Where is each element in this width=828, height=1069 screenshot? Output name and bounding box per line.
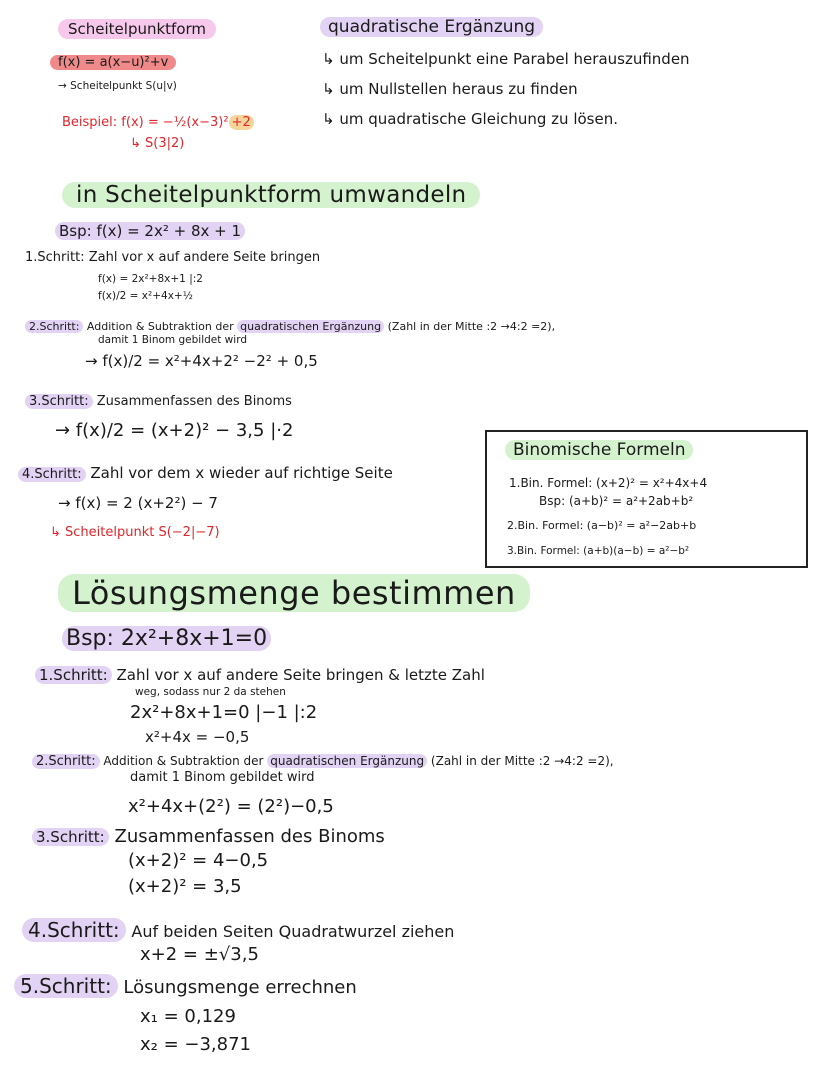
solve-step-4-text: Auf beiden Seiten Quadratwurzel ziehen <box>131 922 455 941</box>
solve-step-3-line-1: (x+2)² = 4−0,5 <box>128 850 269 871</box>
solve-x2: x₂ = −3,871 <box>140 1034 252 1055</box>
binomische-formeln-box <box>485 430 808 568</box>
solve-heading: Lösungsmenge bestimmen <box>58 574 530 612</box>
convert-step-1-line-2: f(x)/2 = x²+4x+½ <box>98 290 193 302</box>
binom-formula-1: 1.Bin. Formel: (x+2)² = x²+4x+4 <box>509 476 708 490</box>
solve-step-4-formula: x+2 = ±√3,5 <box>140 944 259 965</box>
solve-x1: x₁ = 0,129 <box>140 1006 236 1027</box>
solve-step-4 <box>22 918 454 942</box>
convert-step-3-label: 3.Schritt: <box>25 394 93 409</box>
solve-step-2-post: (Zahl in der Mitte :2 →4:2 =2), <box>430 754 614 768</box>
convert-step-4 <box>18 464 393 482</box>
solve-step-1-label: 1.Schritt: <box>35 666 112 684</box>
solve-step-1-text: Zahl vor x auf andere Seite bringen & letzte Zahl <box>116 666 485 684</box>
solve-step-5-text: Lösungsmenge errechnen <box>123 977 357 998</box>
binom-formula-2: 2.Bin. Formel: (a−b)² = a²−2ab+b <box>507 519 697 532</box>
scheitelpunktform-formula: f(x) = a(x−u)²+v <box>50 55 176 70</box>
scheitelpunktform-title: Scheitelpunktform <box>58 20 216 38</box>
convert-step-2-note: damit 1 Binom gebildet wird <box>98 334 247 346</box>
convert-step-2 <box>25 320 555 333</box>
solve-step-4-label: 4.Schritt: <box>22 918 126 942</box>
solve-example: Bsp: 2x²+8x+1=0 <box>62 626 271 651</box>
solve-step-2 <box>32 754 614 769</box>
convert-step-1: 1.Schritt: Zahl vor x auf andere Seite bringen <box>25 250 321 265</box>
convert-step-2-pre: Addition & Subtraktion der <box>86 320 234 333</box>
solve-step-2-pre: Addition & Subtraktion der <box>103 754 264 768</box>
convert-step-2-label: 2.Schritt: <box>25 320 83 333</box>
example-formula: f(x) = −½(x−3)² <box>121 115 229 130</box>
quadratische-ergaenzung-title: quadratische Ergänzung <box>320 17 543 37</box>
solve-step-1 <box>35 666 485 684</box>
convert-step-4-result: ↳ Scheitelpunkt S(−2|−7) <box>50 525 220 540</box>
solve-step-3-text: Zusammenfassen des Binoms <box>114 826 385 847</box>
qe-item-3: ↳ um quadratische Gleichung zu lösen. <box>322 110 618 128</box>
convert-step-3-formula: → f(x)/2 = (x+2)² − 3,5 |·2 <box>55 420 294 441</box>
convert-step-4-text: Zahl vor dem x wieder auf richtige Seite <box>90 464 393 482</box>
solve-step-1-note: weg, sodass nur 2 da stehen <box>135 686 286 698</box>
qe-item-2: ↳ um Nullstellen heraus zu finden <box>322 80 578 98</box>
convert-step-1-line-1: f(x) = 2x²+8x+1 |:2 <box>98 273 203 285</box>
solve-step-2-label: 2.Schritt: <box>32 754 100 769</box>
convert-step-2-highlight: quadratischen Ergänzung <box>237 320 384 333</box>
solve-step-5 <box>14 974 357 998</box>
example-label: Beispiel: <box>62 115 118 130</box>
solve-step-2-formula: x²+4x+(2²) = (2²)−0,5 <box>128 796 334 817</box>
example-plus: +2 <box>229 115 254 130</box>
convert-heading: in Scheitelpunktform umwandeln <box>62 182 480 208</box>
solve-step-3-line-2: (x+2)² = 3,5 <box>128 876 242 897</box>
convert-example: Bsp: f(x) = 2x² + 8x + 1 <box>55 222 245 240</box>
convert-step-2-post: (Zahl in der Mitte :2 →4:2 =2), <box>387 320 556 333</box>
solve-step-5-label: 5.Schritt: <box>14 974 118 998</box>
convert-step-3 <box>25 394 292 409</box>
binom-title: Binomische Formeln <box>505 440 693 460</box>
solve-step-2-highlight: quadratischen Ergänzung <box>267 754 427 768</box>
binom-formula-3: 3.Bin. Formel: (a+b)(a−b) = a²−b² <box>507 545 690 557</box>
solve-step-1-line-1: 2x²+8x+1=0 |−1 |:2 <box>130 702 318 723</box>
convert-step-4-formula: → f(x) = 2 (x+2²) − 7 <box>58 494 218 512</box>
qe-item-1: ↳ um Scheitelpunkt eine Parabel herauszufinden <box>322 50 690 68</box>
solve-step-2-note: damit 1 Binom gebildet wird <box>130 770 315 785</box>
solve-step-3-label: 3.Schritt: <box>32 828 109 846</box>
convert-step-2-formula: → f(x)/2 = x²+4x+2² −2² + 0,5 <box>85 352 318 370</box>
binom-formula-1-example: Bsp: (a+b)² = a²+2ab+b² <box>539 494 694 508</box>
convert-step-3-text: Zusammenfassen des Binoms <box>96 394 292 409</box>
scheitelpunkt-note: → Scheitelpunkt S(u|v) <box>58 80 177 92</box>
example-line <box>62 115 254 130</box>
example-result: ↳ S(3|2) <box>130 136 185 151</box>
solve-step-3 <box>32 826 385 847</box>
convert-step-4-label: 4.Schritt: <box>18 467 86 482</box>
solve-step-1-line-2: x²+4x = −0,5 <box>145 728 250 746</box>
